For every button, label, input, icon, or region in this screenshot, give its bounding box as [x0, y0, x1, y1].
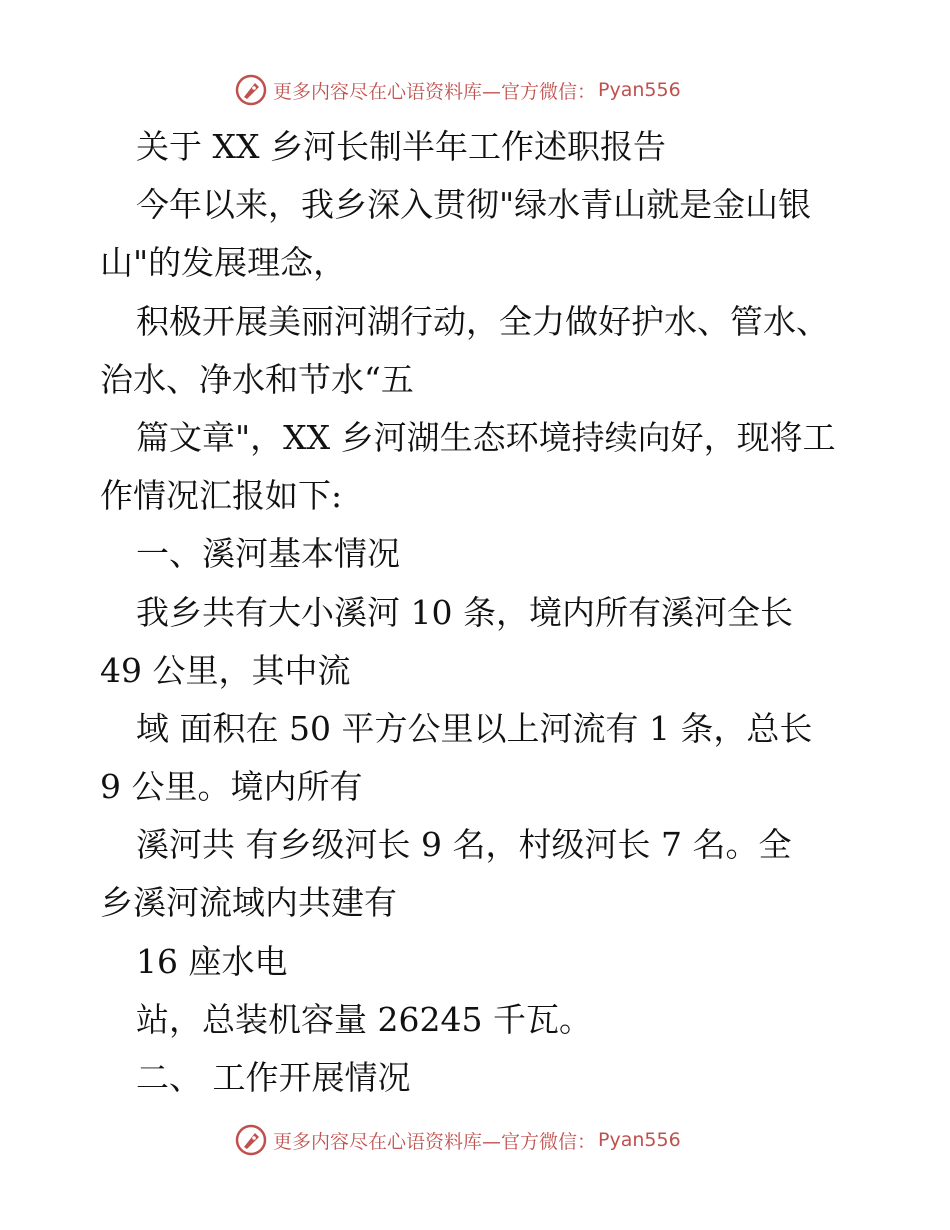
pen-nib-logo-icon: [235, 74, 267, 106]
paragraph-line: 域 面积在 50 平方公里以上河流有 1 条，总长: [136, 708, 813, 748]
wechat-id: Pyan556: [598, 79, 681, 101]
paragraph-line: 篇文章"，XX 乡河湖生态环境持续向好，现将工: [136, 417, 836, 457]
header-watermark-banner: [235, 73, 681, 107]
paragraph-line: 乡溪河流域内共建有: [100, 883, 397, 923]
paragraph-line: 今年以来，我乡深入贯彻"绿水青山就是金山银: [136, 185, 812, 225]
paragraph-line: 治水、净水和节水“五: [100, 359, 414, 399]
paragraph-line: 站，总装机容量 26245 千瓦。: [136, 999, 592, 1039]
banner-text: 更多内容尽在心语资料库—官方微信：: [273, 80, 597, 103]
paragraph-line: 9 公里。境内所有: [100, 767, 363, 807]
section-heading: 二、 工作开展情况: [136, 1058, 411, 1097]
paragraph-line: 积极开展美丽河湖行动，全力做好护水、管水、: [136, 301, 829, 341]
pen-nib-logo-icon: [235, 1124, 267, 1156]
paragraph-line: 49 公里，其中流: [100, 650, 351, 690]
wechat-id: Pyan556: [598, 1129, 681, 1151]
paragraph-line: 山"的发展理念，: [100, 243, 347, 283]
document-title: 关于 XX 乡河长制半年工作述职报告: [136, 127, 666, 166]
paragraph-line: 溪河共 有乡级河长 9 名，村级河长 7 名。全: [136, 825, 792, 865]
paragraph-line: 作情况汇报如下:: [100, 476, 343, 516]
footer-watermark-banner: [235, 1123, 681, 1157]
paragraph-line: 我乡共有大小溪河 10 条，境内所有溪河全长: [136, 592, 793, 632]
paragraph-line: 16 座水电: [136, 941, 288, 981]
section-heading: 一、溪河基本情况: [136, 534, 400, 574]
banner-text: 更多内容尽在心语资料库—官方微信：: [273, 1130, 597, 1153]
document-body: [100, 118, 860, 1107]
